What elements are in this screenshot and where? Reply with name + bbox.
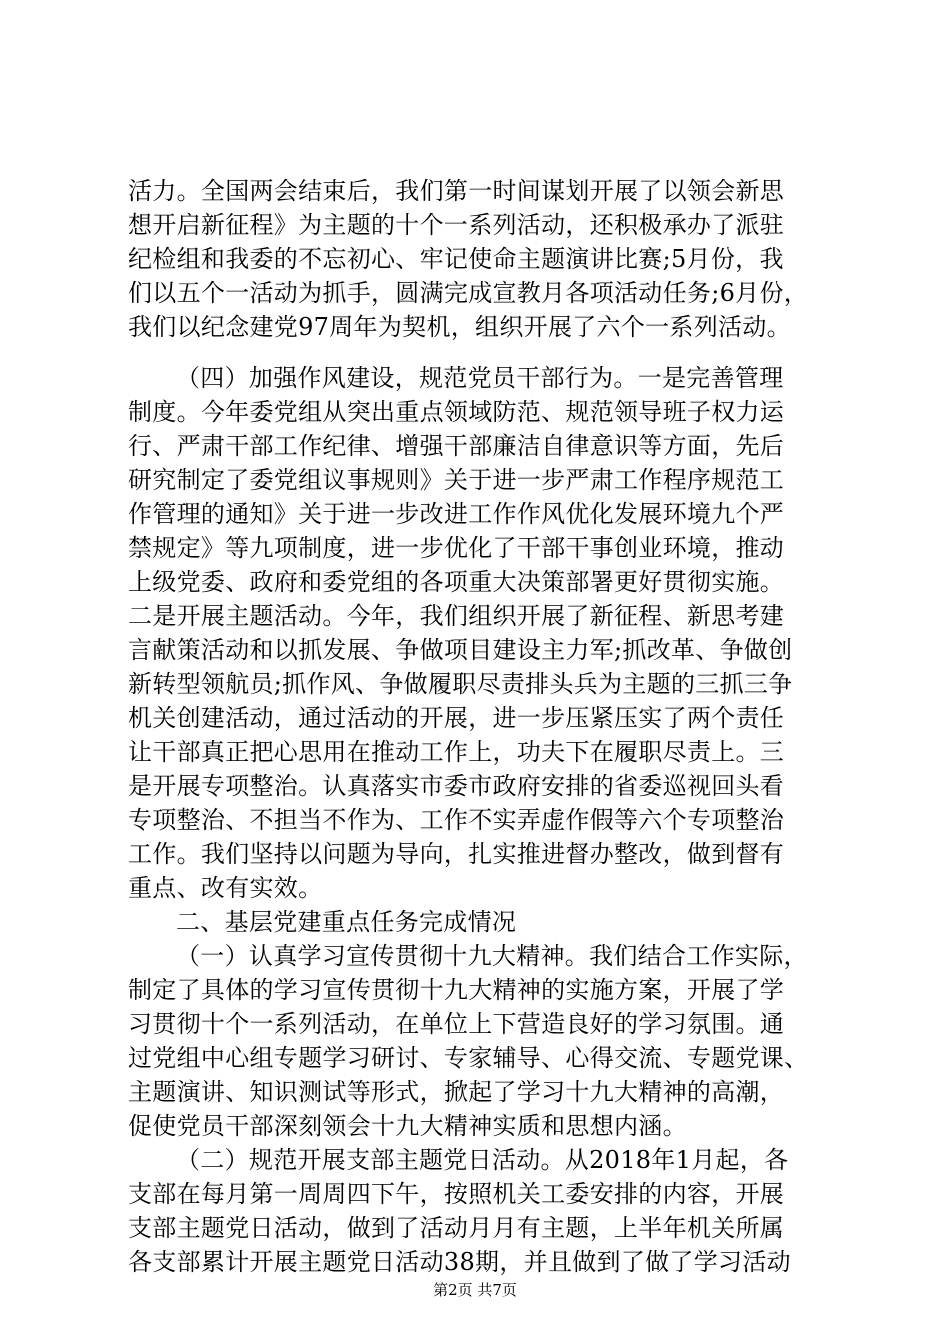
paragraph-line: （二）规范开展支部主题党日活动。从2018年1月起，各	[176, 1146, 789, 1174]
paragraph-line: 们以五个一活动为抓手，圆满完成宣教月各项活动任务;6月份，	[128, 279, 809, 307]
paragraph-line: 作管理的通知》关于进一步改进工作作风优化发展环境九个严	[128, 500, 785, 528]
paragraph-line: 研究制定了委党组议事规则》关于进一步严肃工作程序规范工	[128, 466, 785, 494]
paragraph-line: 是开展专项整治。认真落实市委市政府安排的省委巡视回头看	[128, 772, 785, 800]
paragraph-line: 支部在每月第一周周四下午，按照机关工委安排的内容，开展	[128, 1180, 785, 1208]
paragraph-line: 言献策活动和以抓发展、争做项目建设主力军;抓改革、争做创	[128, 636, 793, 664]
paragraph-line: 促使党员干部深刻领会十九大精神实质和思想内涵。	[128, 1112, 687, 1140]
paragraph-line: 纪检组和我委的不忘初心、牢记使命主题演讲比赛;5月份，我	[128, 245, 784, 273]
paragraph-line: 制定了具体的学习宣传贯彻十九大精神的实施方案，开展了学	[128, 976, 785, 1004]
paragraph-line: 专项整治、不担当不作为、工作不实弄虚作假等六个专项整治	[128, 806, 785, 834]
paragraph-line: 新转型领航员;抓作风、争做履职尽责排头兵为主题的三抓三争	[128, 670, 793, 698]
paragraph-line: 我们以纪念建党97周年为契机，组织开展了六个一系列活动。	[128, 313, 791, 341]
paragraph-line: 二是开展主题活动。今年，我们组织开展了新征程、新思考建	[128, 602, 785, 630]
paragraph-line: 行、严肃干部工作纪律、增强干部廉洁自律意识等方面，先后	[128, 432, 785, 460]
paragraph-line: 主题演讲、知识测试等形式，掀起了学习十九大精神的高潮，	[128, 1078, 785, 1106]
page-footer: 第2页 共7页	[433, 1281, 517, 1299]
paragraph-line: 让干部真正把心思用在推动工作上，功夫下在履职尽责上。三	[128, 738, 785, 766]
paragraph-line: 活力。全国两会结束后，我们第一时间谋划开展了以领会新思	[128, 177, 785, 205]
section-heading: 二、基层党建重点任务完成情况	[176, 908, 517, 936]
paragraph-line: 上级党委、政府和委党组的各项重大决策部署更好贯彻实施。	[128, 568, 785, 596]
paragraph-line: 重点、改有实效。	[128, 874, 323, 902]
paragraph-line: 制度。今年委党组从突出重点领域防范、规范领导班子权力运	[128, 398, 785, 426]
paragraph-line: （四）加强作风建设，规范党员干部行为。一是完善管理	[176, 364, 784, 392]
paragraph-line: 习贯彻十个一系列活动，在单位上下营造良好的学习氛围。通	[128, 1010, 785, 1038]
paragraph-line: 想开启新征程》为主题的十个一系列活动，还积极承办了派驻	[128, 211, 785, 239]
paragraph-line: 过党组中心组专题学习研讨、专家辅导、心得交流、专题党课、	[128, 1044, 809, 1072]
paragraph-line: 各支部累计开展主题党日活动38期，并且做到了做了学习活动	[128, 1248, 791, 1276]
paragraph-line: （一）认真学习宣传贯彻十九大精神。我们结合工作实际，	[176, 942, 808, 970]
paragraph-line: 禁规定》等九项制度，进一步优化了干部干事创业环境，推动	[128, 534, 785, 562]
paragraph-line: 支部主题党日活动，做到了活动月月有主题，上半年机关所属	[128, 1214, 785, 1242]
paragraph-line: 机关创建活动，通过活动的开展，进一步压紧压实了两个责任	[128, 704, 785, 732]
paragraph-line: 工作。我们坚持以问题为导向，扎实推进督办整改，做到督有	[128, 840, 785, 868]
